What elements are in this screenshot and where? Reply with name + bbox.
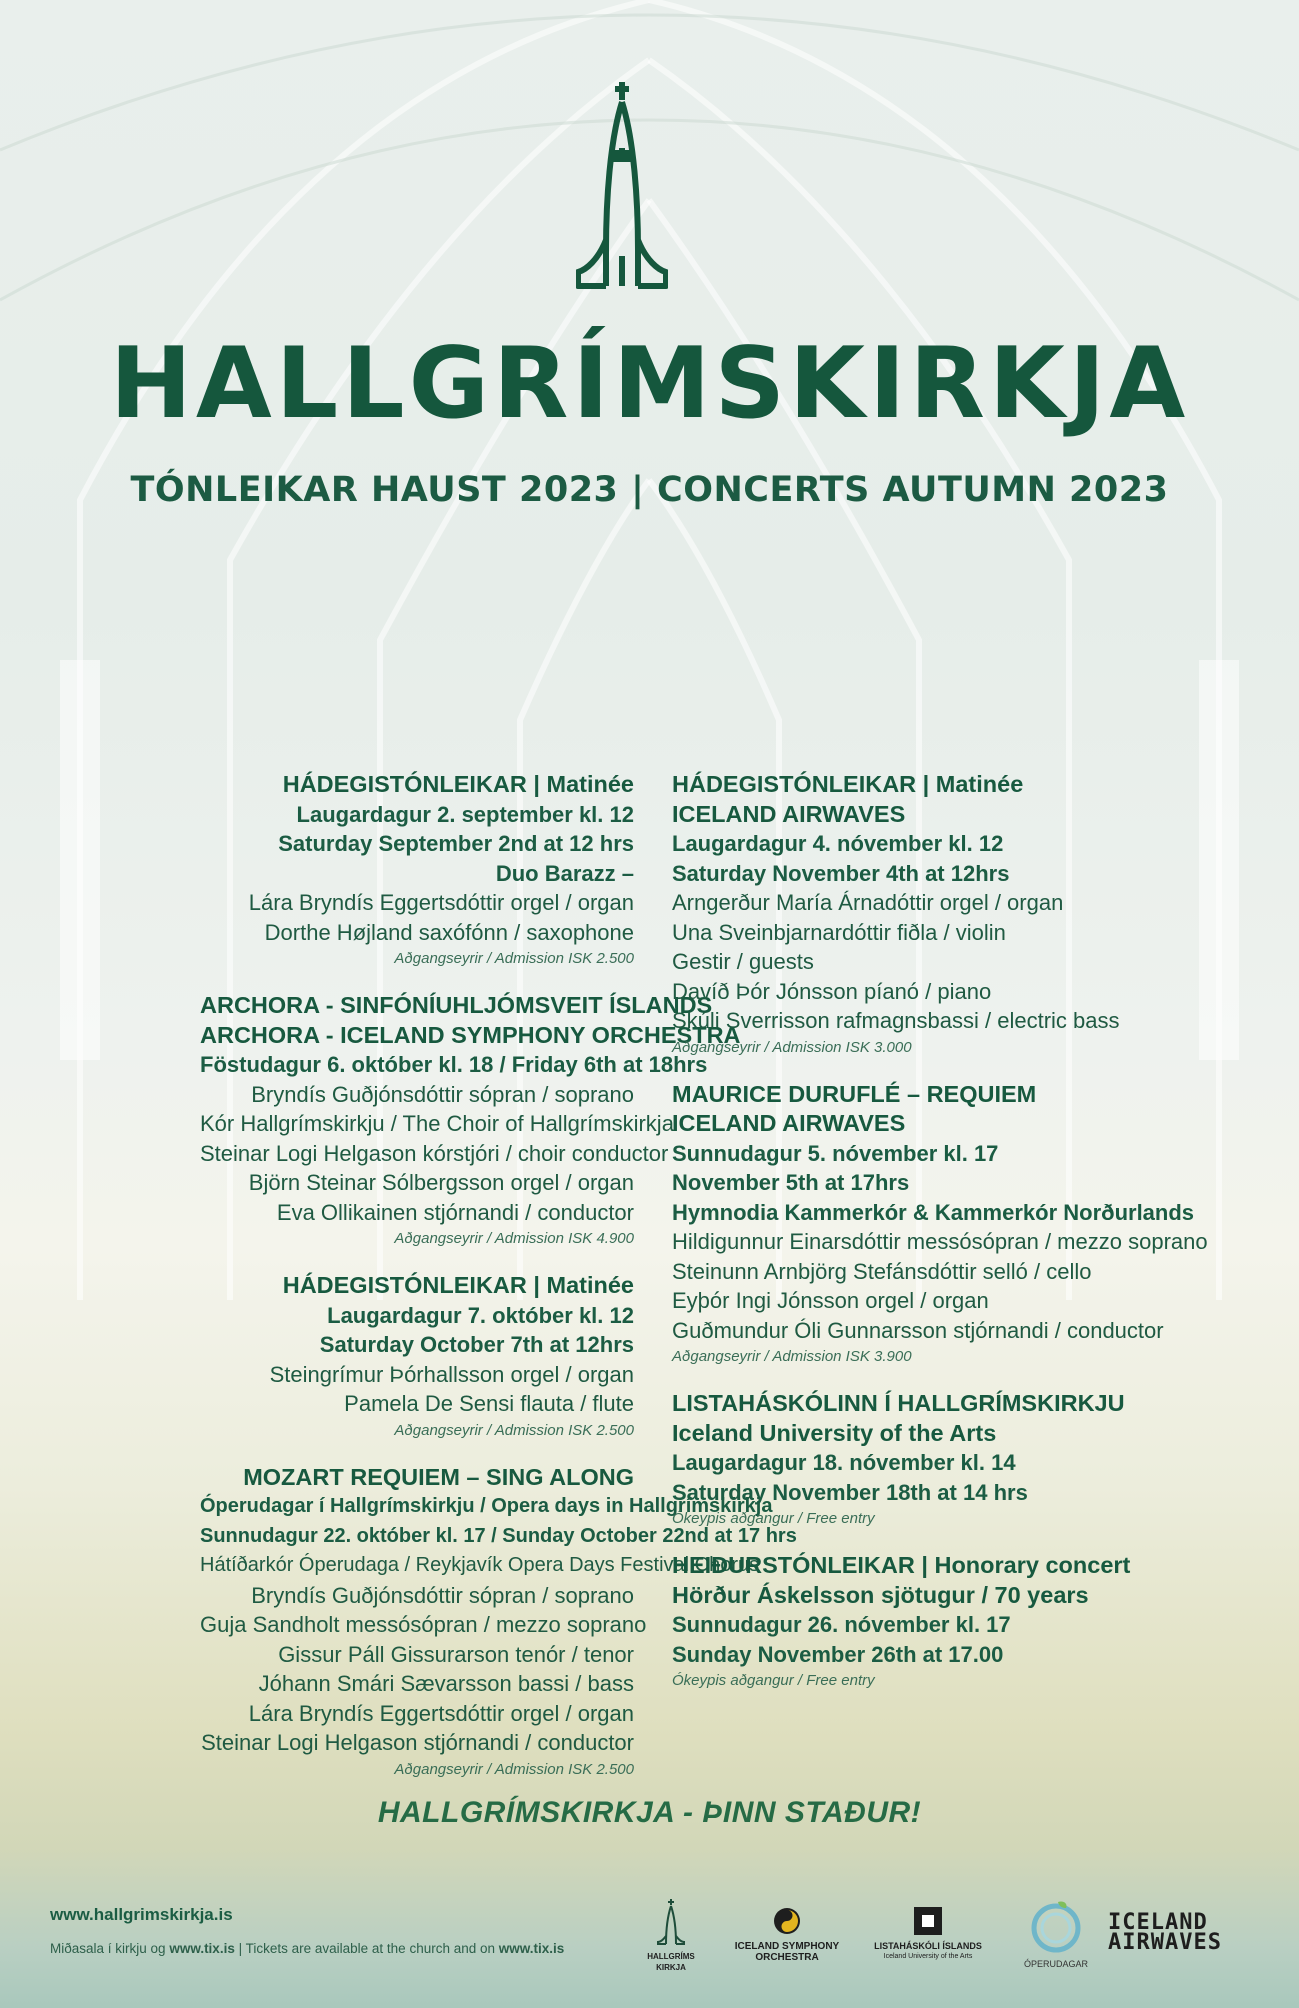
concert-detail: Laugardagur 4. nóvember kl. 12: [672, 831, 1004, 856]
concert-heading: MOZART REQUIEM – SING ALONG: [243, 1463, 634, 1490]
concerts-column-right: [672, 770, 1232, 1713]
concert-event: [200, 991, 741, 1251]
admission-note: Ókeypis aðgangur / Free entry: [672, 1672, 875, 1689]
concert-heading: HÁDEGISTÓNLEIKAR | Matinée: [282, 1272, 634, 1298]
concert-detail: Lára Bryndís Eggertsdóttir orgel / organ: [248, 1700, 634, 1726]
concert-detail: Pamela De Sensi flauta / flute: [344, 1391, 634, 1416]
church-tower-logo: [576, 80, 668, 290]
sponsor-hallgrims-line1: HALLGRÍMS: [647, 1952, 695, 1961]
concert-heading: HÁDEGISTÓNLEIKAR | Matinée: [282, 771, 634, 797]
concert-heading: Iceland University of the Arts: [672, 1419, 997, 1446]
concert-detail: Föstudagur 6. október kl. 18 / Friday 6th at 18hrs: [200, 1052, 708, 1077]
concert-detail: Sunday November 26th at 17.00: [672, 1641, 1004, 1667]
sponsor-hallgrims-line2: KIRKJA: [656, 1963, 686, 1972]
tix-link-2[interactable]: www.tix.is: [498, 1941, 565, 1956]
concert-detail: Björn Steinar Sólbergsson orgel / organ: [248, 1170, 634, 1195]
concert-detail: Dorthe Højland saxófónn / saxophone: [264, 919, 634, 945]
concert-heading: ICELAND AIRWAVES: [672, 1110, 906, 1136]
footer-info: [50, 1905, 564, 1956]
concert-detail: Skúli Sverrisson rafmagnsbassi / electric bass: [672, 1008, 1120, 1033]
sponsor-iso-line2: ORCHESTRA: [755, 1952, 819, 1963]
sponsor-listahaskoli: [862, 1906, 994, 1961]
concert-detail: Laugardagur 7. október kl. 12: [327, 1302, 634, 1328]
concert-detail: Guðmundur Óli Gunnarsson stjórnandi / conductor: [672, 1317, 1164, 1343]
church-small-icon: [657, 1898, 685, 1946]
concert-heading: ICELAND AIRWAVES: [672, 800, 906, 827]
concert-detail: Hátíðarkór Óperudaga / Reykjavík Opera Days Festival Chorus: [200, 1554, 760, 1576]
page-title: HALLGRÍMSKIRKJA: [109, 327, 1190, 441]
concert-detail: Eyþór Ingi Jónsson orgel / organ: [672, 1288, 989, 1313]
sponsor-lhi-line1: LISTAHÁSKÓLI ÍSLANDS: [874, 1941, 982, 1951]
sponsor-operudagar: [1010, 1898, 1102, 1970]
concert-detail: Una Sveinbjarnardóttir fiðla / violin: [672, 919, 1006, 945]
admission-note: Aðgangseyrir / Admission ISK 2.500: [394, 1760, 634, 1778]
website-link[interactable]: www.hallgrimskirkja.is: [50, 1905, 233, 1924]
airwaves-line2: AIRWAVES: [1108, 1930, 1222, 1955]
concert-event: [672, 1551, 1232, 1693]
tickets-text-pre: Miðasala í kirkju og: [50, 1941, 170, 1956]
concert-heading: Hörður Áskelsson sjötugur / 70 years: [672, 1581, 1089, 1608]
sponsor-iceland-symphony: [722, 1906, 852, 1963]
concert-detail: Laugardagur 18. nóvember kl. 14: [672, 1450, 1016, 1475]
concert-detail: Kór Hallgrímskirkju / The Choir of Hallgrímskirkja: [200, 1111, 674, 1136]
concert-detail: Hymnodia Kammerkór & Kammerkór Norðurlands: [672, 1199, 1195, 1225]
concert-heading: HÁDEGISTÓNLEIKAR | Matinée: [672, 771, 1024, 797]
concert-event: [672, 1389, 1232, 1531]
sponsor-lhi-line2: Iceland University of the Arts: [883, 1953, 973, 1960]
concert-heading: ARCHORA - SINFÓNÍUHLJÓMSVEIT ÍSLANDS: [200, 992, 713, 1018]
concert-detail: Sunnudagur 26. nóvember kl. 17: [672, 1612, 1011, 1637]
lhi-square-icon: [913, 1906, 943, 1936]
admission-note: Aðgangseyrir / Admission ISK 3.000: [672, 1038, 912, 1056]
airwaves-line1: ICELAND: [1108, 1910, 1208, 1935]
concert-detail: Steinar Logi Helgason kórstjóri / choir conductor: [200, 1140, 669, 1166]
concert-detail: Saturday September 2nd at 12 hrs: [278, 831, 634, 856]
concert-event: [672, 1080, 1232, 1370]
concert-heading: HEIÐURSTÓNLEIKAR | Honorary concert: [672, 1552, 1131, 1578]
concert-heading: ARCHORA - ICELAND SYMPHONY ORCHESTRA: [200, 1021, 741, 1048]
concert-detail: Saturday November 18th at 14 hrs: [672, 1479, 1028, 1505]
concert-detail: November 5th at 17hrs: [672, 1170, 910, 1195]
concert-heading: MAURICE DURUFLÉ – REQUIEM: [672, 1080, 1037, 1107]
concert-detail: Steinar Logi Helgason stjórnandi / conductor: [201, 1730, 634, 1755]
concert-detail: Sunnudagur 5. nóvember kl. 17: [672, 1140, 999, 1166]
admission-note: Ókeypis aðgangur / Free entry: [672, 1510, 875, 1527]
concert-detail: Gissur Páll Gissurarson tenór / tenor: [278, 1641, 634, 1667]
concert-detail: Bryndís Guðjónsdóttir sópran / soprano: [251, 1081, 634, 1107]
page-subtitle: TÓNLEIKAR HAUST 2023 | CONCERTS AUTUMN 2023: [130, 470, 1169, 510]
concert-detail: Duo Barazz –: [495, 860, 634, 886]
concert-event: [200, 770, 634, 971]
sponsor-iceland-airwaves: [1108, 1910, 1248, 1955]
sponsor-opera-label: ÓPERUDAGAR: [1023, 1959, 1088, 1969]
slogan: HALLGRÍMSKIRKJA - ÞINN STAÐUR!: [377, 1796, 922, 1829]
concert-detail: Saturday October 7th at 12hrs: [319, 1332, 634, 1357]
concert-heading: LISTAHÁSKÓLINN Í HALLGRÍMSKIRKJU: [672, 1390, 1125, 1416]
admission-note: Aðgangseyrir / Admission ISK 2.500: [394, 1421, 634, 1439]
tix-link-1[interactable]: www.tix.is: [169, 1941, 235, 1956]
concert-detail: Steinunn Arnbjörg Stefánsdóttir selló / cello: [672, 1258, 1092, 1284]
sponsor-hallgrimskirkja: [640, 1898, 702, 1973]
concert-detail: Bryndís Guðjónsdóttir sópran / soprano: [251, 1582, 634, 1608]
concert-detail: Jóhann Smári Sævarsson bassi / bass: [258, 1671, 634, 1696]
concert-detail: Steingrímur Þórhallsson orgel / organ: [269, 1361, 634, 1387]
concert-detail: Davíð Þór Jónsson píanó / piano: [672, 978, 992, 1004]
concert-detail: Gestir / guests: [672, 949, 814, 974]
tickets-info: [50, 1941, 564, 1956]
tickets-text-mid: | Tickets are available at the church and on: [234, 1941, 499, 1956]
concert-detail: Saturday November 4th at 12hrs: [672, 860, 1010, 886]
sponsor-iso-line1: ICELAND SYMPHONY: [734, 1941, 840, 1952]
opera-ring-icon: [1028, 1898, 1084, 1954]
admission-note: Aðgangseyrir / Admission ISK 4.900: [394, 1230, 634, 1247]
concert-detail: Guja Sandholt messósópran / mezzo soprano: [200, 1612, 647, 1637]
concert-detail: Laugardagur 2. september kl. 12: [296, 801, 634, 827]
concert-event: [672, 770, 1232, 1060]
concert-detail: Hildigunnur Einarsdóttir messósópran / mezzo soprano: [672, 1229, 1208, 1254]
symphony-logo-icon: [772, 1906, 802, 1936]
admission-note: Aðgangseyrir / Admission ISK 2.500: [394, 950, 634, 967]
concert-detail: Lára Bryndís Eggertsdóttir orgel / organ: [248, 890, 634, 915]
concert-detail: Eva Ollikainen stjórnandi / conductor: [276, 1199, 634, 1225]
concert-detail: Arngerður María Árnadóttir orgel / organ: [672, 890, 1064, 915]
admission-note: Aðgangseyrir / Admission ISK 3.900: [672, 1348, 912, 1365]
concert-detail: Óperudagar í Hallgrímskirkju / Opera days in Hallgrímskirkja: [200, 1495, 773, 1517]
concert-event: [200, 1271, 634, 1443]
concert-detail: Sunnudagur 22. október kl. 17 / Sunday October 22nd at 17 hrs: [200, 1524, 797, 1547]
